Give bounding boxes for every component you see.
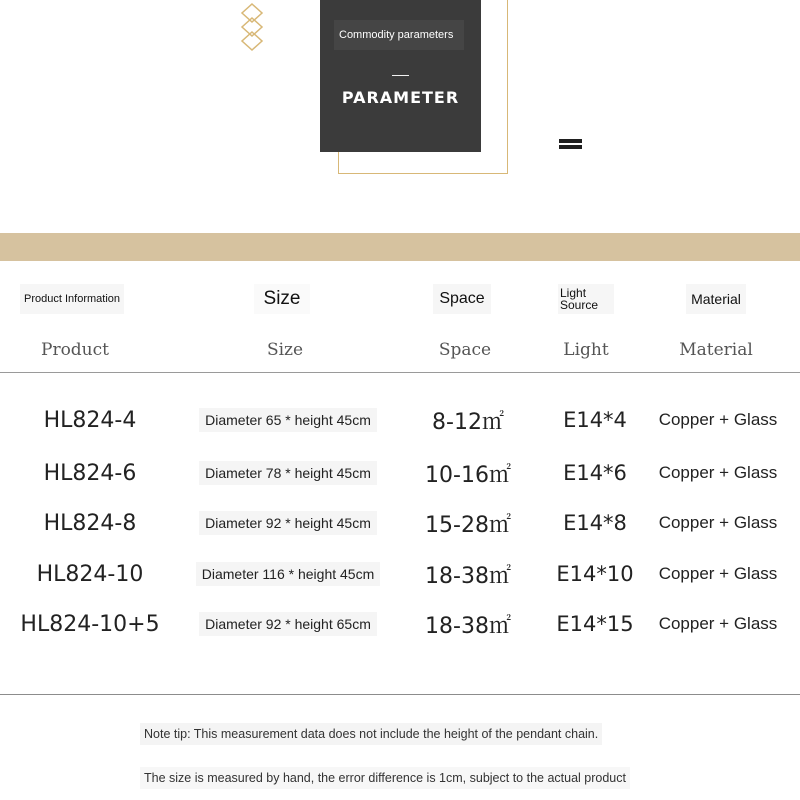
product-model: HL824-4 <box>43 407 137 433</box>
gold-band <box>0 233 800 261</box>
diamond-icon <box>238 2 266 52</box>
product-space: 15-28㎡ <box>425 512 511 538</box>
product-light-source: E14*15 <box>556 612 634 636</box>
product-space: 18-38㎡ <box>425 613 511 639</box>
col-header-material: Material <box>686 284 746 314</box>
col-label-product: Product <box>41 340 109 360</box>
product-material: Copper + Glass <box>658 410 778 429</box>
product-material: Copper + Glass <box>658 513 778 532</box>
page-title: PARAMETER <box>341 88 460 107</box>
header-subtitle: Commodity parameters <box>334 20 464 50</box>
menu-icon[interactable] <box>559 139 582 153</box>
col-header-light-line1: Light <box>560 286 587 300</box>
product-size: Diameter 92 * height 45cm <box>199 511 377 535</box>
col-header-light-source <box>558 284 614 314</box>
table-row <box>0 455 800 491</box>
product-model: HL824-8 <box>43 510 137 536</box>
size-disclaimer: The size is measured by hand, the error difference is 1cm, subject to the actual product <box>140 767 630 789</box>
col-label-size: Size <box>266 340 304 360</box>
product-model: HL824-10 <box>36 561 144 587</box>
product-material: Copper + Glass <box>658 614 778 633</box>
col-header-light-line2: Source <box>560 298 599 312</box>
table-row <box>0 402 800 438</box>
measurement-note: Note tip: This measurement data does not include the height of the pendant chain. <box>140 723 602 745</box>
product-space: 8-12㎡ <box>432 409 504 435</box>
product-space: 18-38㎡ <box>425 563 511 589</box>
table-row <box>0 556 800 592</box>
product-material: Copper + Glass <box>658 463 778 482</box>
col-header-space: Space <box>433 284 491 314</box>
header-divider <box>392 75 409 76</box>
product-space: 10-16㎡ <box>425 462 511 488</box>
table-divider-bottom <box>0 694 800 695</box>
product-size: Diameter 92 * height 65cm <box>199 612 377 636</box>
table-row <box>0 606 800 642</box>
table-row <box>0 505 800 541</box>
product-light-source: E14*10 <box>556 562 634 586</box>
col-label-space: Space <box>438 340 492 360</box>
product-size: Diameter 116 * height 45cm <box>196 562 381 586</box>
product-light-source: E14*6 <box>563 461 627 485</box>
product-light-source: E14*4 <box>563 408 627 432</box>
product-material: Copper + Glass <box>658 564 778 583</box>
col-label-light: Light <box>563 340 609 360</box>
product-size: Diameter 78 * height 45cm <box>199 461 377 485</box>
col-header-size: Size <box>254 284 310 314</box>
product-size: Diameter 65 * height 45cm <box>199 408 377 432</box>
product-model: HL824-10+5 <box>20 611 160 637</box>
table-divider-top <box>0 372 800 373</box>
product-model: HL824-6 <box>43 460 137 486</box>
col-header-product: Product Information <box>20 284 124 314</box>
product-light-source: E14*8 <box>563 511 627 535</box>
col-label-material: Material <box>679 340 753 360</box>
